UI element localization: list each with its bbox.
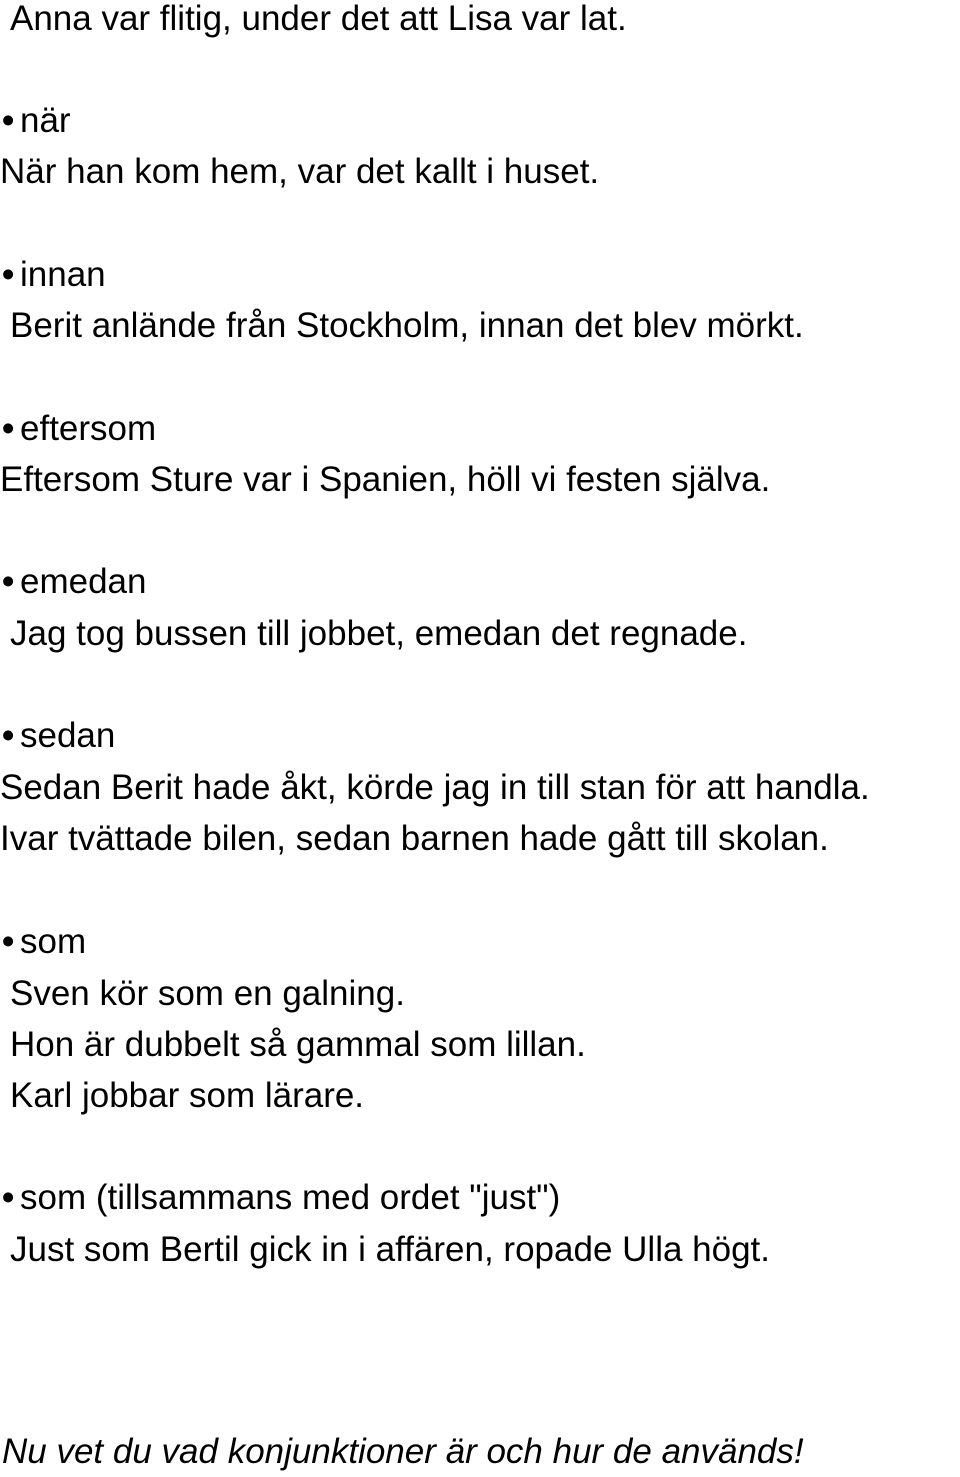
intro-sentence: Anna var flitig, under det att Lisa var lat. [10,0,627,38]
example-sentence: Sedan Berit hade åkt, körde jag in till stan för att handla. [0,768,870,807]
bullet-icon: • [2,716,15,755]
example-sentence: Eftersom Sture var i Spanien, höll vi festen själva. [0,460,771,499]
example-sentence: Hon är dubbelt så gammal som lillan. [10,1025,586,1064]
example-sentence: Karl jobbar som lärare. [10,1076,365,1115]
conjunction-term-som [2,919,86,965]
bullet-icon: • [2,409,15,448]
bullet-icon: • [2,922,15,961]
term-label: som (tillsammans med ordet "just") [20,1178,561,1217]
example-sentence: När han kom hem, var det kallt i huset. [0,152,600,191]
example-sentence: Berit anlände från Stockholm, innan det blev mörkt. [10,306,804,345]
term-label: sedan [20,716,116,755]
conjunction-term-nar [2,98,71,144]
term-label: emedan [20,562,147,601]
bullet-icon: • [2,1178,15,1217]
conjunction-term-emedan [2,559,146,605]
term-label: eftersom [20,409,157,448]
bullet-icon: • [2,562,15,601]
term-label: när [20,101,71,140]
example-sentence: Sven kör som en galning. [10,974,405,1013]
conjunction-term-sedan [2,713,115,759]
term-label: som [20,922,87,961]
closing-remark: Nu vet du vad konjunktioner är och hur de används! [2,1432,804,1471]
example-sentence: Jag tog bussen till jobbet, emedan det regnade. [10,614,748,653]
bullet-icon: • [2,101,15,140]
bullet-icon: • [2,255,15,294]
conjunction-term-just-som [2,1175,560,1221]
term-label: innan [20,255,106,294]
example-sentence: Just som Bertil gick in i affären, ropade Ulla högt. [10,1230,771,1269]
example-sentence: Ivar tvättade bilen, sedan barnen hade gått till skolan. [0,819,829,858]
conjunction-term-eftersom [2,406,156,452]
conjunction-term-innan [2,252,106,298]
